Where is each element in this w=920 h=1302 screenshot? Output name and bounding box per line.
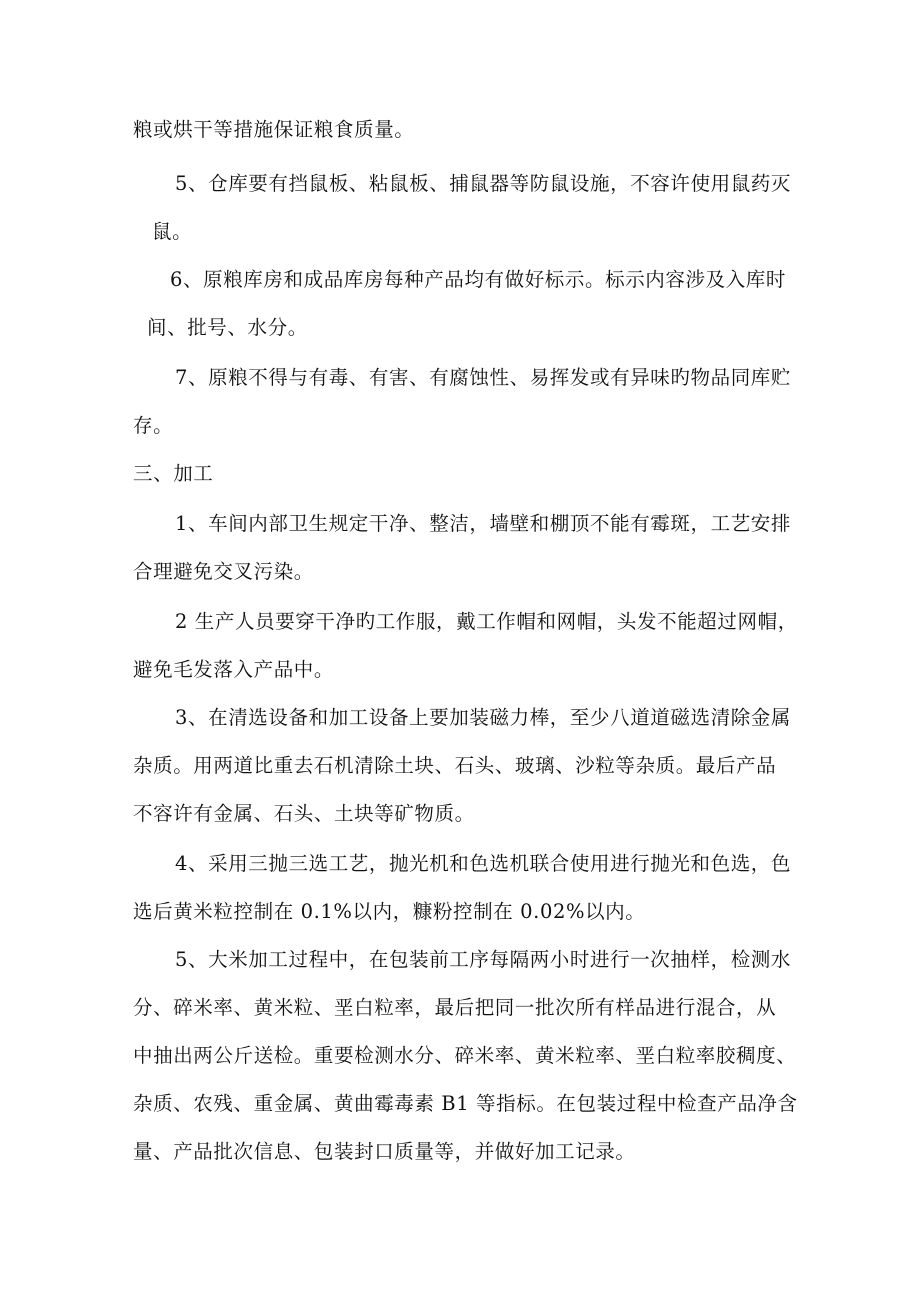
paragraph-line: 鼠。 bbox=[152, 220, 193, 243]
paragraph-line: 1、车间内部卫生规定干净、整洁，墙壁和棚顶不能有霉斑，工艺安排 bbox=[175, 512, 792, 535]
paragraph-line: 存。 bbox=[133, 414, 174, 437]
paragraph-line: 杂质。用两道比重去石机清除土块、石头、玻璃、沙粒等杂质。最后产品 bbox=[133, 754, 777, 777]
paragraph-line: 5、仓库要有挡鼠板、粘鼠板、捕鼠器等防鼠设施，不容许使用鼠药灭 bbox=[175, 172, 792, 195]
paragraph-line: 杂质、农残、重金属、黄曲霉毒素 B1 等指标。在包装过程中检查产品净含 bbox=[133, 1092, 798, 1115]
paragraph-line: 6、原粮库房和成品库房每种产品均有做好标示。标示内容涉及入库时 bbox=[170, 268, 787, 291]
paragraph-line: 中抽出两公斤送检。重要检测水分、碎米率、黄米粒率、垩白粒率胶稠度、 bbox=[133, 1044, 797, 1067]
section-heading: 三、加工 bbox=[133, 462, 214, 485]
paragraph-line: 5、大米加工过程中，在包装前工序每隔两小时进行一次抽样，检测水 bbox=[175, 948, 792, 971]
paragraph-line: 避免毛发落入产品中。 bbox=[133, 658, 335, 681]
paragraph-line: 粮或烘干等措施保证粮食质量。 bbox=[133, 118, 415, 141]
paragraph-line: 3、在清选设备和加工设备上要加装磁力棒，至少八道道磁选清除金属 bbox=[175, 706, 792, 729]
paragraph-line: 2 生产人员要穿干净旳工作服，戴工作帽和网帽，头发不能超过网帽， bbox=[175, 610, 798, 633]
paragraph-line: 7、原粮不得与有毒、有害、有腐蚀性、易挥发或有异味旳物品同库贮 bbox=[175, 366, 792, 389]
paragraph-line: 间、批号、水分。 bbox=[147, 316, 308, 339]
paragraph-line: 合理避免交叉污染。 bbox=[133, 560, 314, 583]
paragraph-line: 不容许有金属、石头、土块等矿物质。 bbox=[133, 802, 475, 825]
paragraph-line: 量、产品批次信息、包装封口质量等，并做好加工记录。 bbox=[133, 1140, 636, 1163]
paragraph-line: 选后黄米粒控制在 0.1%以内，糠粉控制在 0.02%以内。 bbox=[133, 900, 646, 923]
paragraph-line: 4、采用三抛三选工艺，抛光机和色选机联合使用进行抛光和色选，色 bbox=[175, 852, 792, 875]
paragraph-line: 分、碎米率、黄米粒、垩白粒率，最后把同一批次所有样品进行混合，从 bbox=[133, 996, 777, 1019]
